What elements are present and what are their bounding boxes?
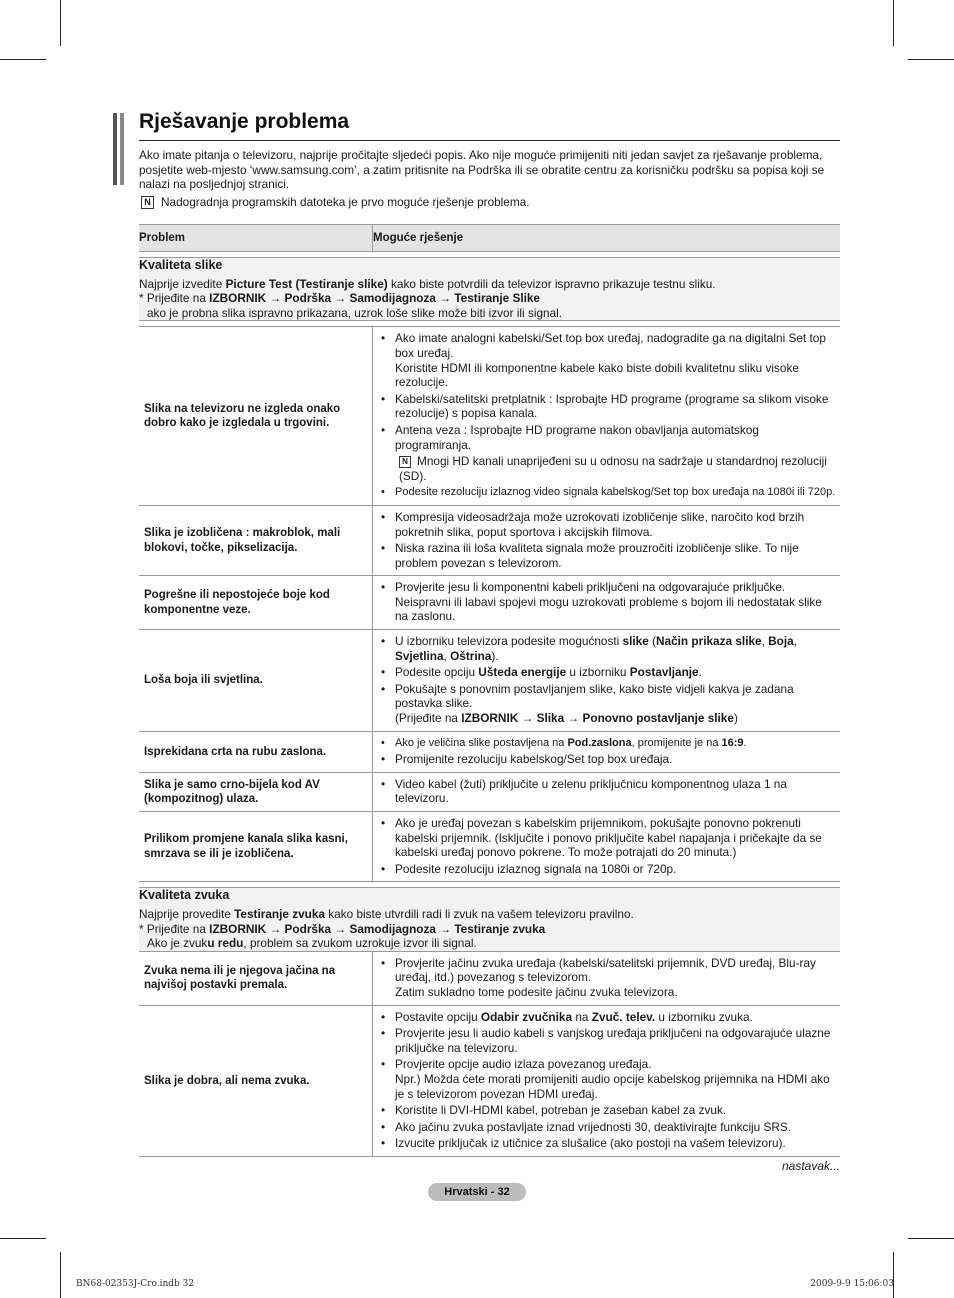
problem-cell: Slika je dobra, ali nema zvuka.: [139, 1005, 373, 1156]
troubleshooting-table: [139, 224, 840, 1157]
section-title: Kvaliteta zvuka: [139, 888, 230, 903]
crop-mark: [0, 59, 46, 60]
page-number-badge: Hrvatski - 32: [428, 1183, 526, 1201]
problem-cell: Zvuka nema ili je njegova jačina na najvišoj postavki premala.: [139, 951, 373, 1005]
solution-cell: • Ako je veličina slike postavljena na Pod.zaslona, promijenite je na 16:9. • Promijenite rezoluciju kabelskog/Set top box uređaja.: [373, 731, 841, 772]
crop-mark: [908, 59, 954, 60]
table-header: [139, 225, 840, 252]
problem-cell: Pogrešne ili nepostojeće boje kod komponentne veze.: [139, 576, 373, 630]
problem-cell: Slika na televizoru ne izgleda onako dobro kako je izgledala u trgovini.: [139, 327, 373, 506]
note: [139, 195, 839, 209]
page-title: Rješavanje problema: [139, 110, 350, 133]
file-info: BN68-02353J-Cro.indb 32: [76, 1279, 195, 1289]
note-icon: N: [399, 456, 411, 468]
table-row: [139, 327, 840, 506]
header-problem: Problem: [139, 225, 373, 252]
problem-cell: Slika je izobličena : makroblok, mali blokovi, točke, pikselizacija.: [139, 505, 373, 575]
table-row: [139, 951, 840, 1005]
crop-mark: [893, 1252, 894, 1298]
title-rule: [139, 140, 840, 141]
crop-mark: [893, 0, 894, 46]
table-row: [139, 505, 840, 575]
solution-cell: • Video kabel (žuti) priključite u zelenu priključnicu komponentnog ulaza 1 na televizoru.: [373, 772, 841, 811]
solution-cell: • Ako je uređaj povezan s kabelskim prijemnikom, pokušajte ponovno pokrenuti kabelski prijemnik. (Isključite i ponovo priključite kabel napajanja i pričekajte da se kabelski uređaj ponovo pokrene. To može potrajati do 20 minuta.) • Podesite rezoluciju izlaznog signala na 1080i or 720p.: [373, 812, 841, 882]
problem-cell: Isprekidana crta na rubu zaslona.: [139, 731, 373, 772]
note-icon: N: [141, 196, 154, 209]
solution-cell: • Postavite opciju Odabir zvučnika na Zvuč. telev. u izborniku zvuka. • Provjerite jesu li audio kabeli s vanjskog uređaja priključeni na odgovarajuće ulazne priključke na televizoru. • Provjerite opcije audio izlaza povezanog uređaja. Npr.) Možda ćete morati promijeniti audio opcije kabelskog prijemnika na HDMI ako je s televizorom povezan HDMI uređaj. • Koristite li DVI-HDMI kabel, potreban je zaseban kabel za zvuk. • Ako jačinu zvuka postavljate iznad vrijednosti 30, deaktivirajte funkciju SRS. • Izvucite priključak iz utičnice za slušalice (ako postoji na vašem televizoru).: [373, 1005, 841, 1156]
crop-mark: [60, 1252, 61, 1298]
solution-cell: • U izborniku televizora podesite mogućnosti slike (Način prikaza slike, Boja, Svjetlina, Oštrina). • Podesite opciju Ušteda energije u izborniku Postavljanje. • Pokušajte s ponovnim postavljanjem slike, kako biste vidjeli kakva je zadana postavka slike. (Prijeđite na IZBORNIK → Slika → Ponovno postavljanje slike): [373, 630, 841, 732]
crop-mark: [60, 0, 61, 46]
table-row: [139, 630, 840, 732]
crop-mark: [0, 1238, 46, 1239]
solution-cell: • Provjerite jačinu zvuka uređaja (kabelski/satelitski prijemnik, DVD uređaj, Blu-ray uređaj, itd.) povezanog s televizorom. Zatim sukladno tome podesite jačinu zvuka televizora.: [373, 951, 841, 1005]
table-row: [139, 812, 840, 882]
section-body: Najprije provedite Testiranje zvuka kako biste utvrdili radi li zvuk na vašem televizoru pravilno. * Prijeđite na IZBORNIK → Podrška → Samodijagnoza → Testiranje zvuka Ako je zvuku redu, problem sa zvukom uzrokuje izvor ili signal.: [139, 906, 634, 951]
table-row: [139, 1005, 840, 1156]
section-title: Kvaliteta slike: [139, 258, 223, 272]
section-sound: [139, 888, 840, 951]
table-row: [139, 576, 840, 630]
solution-cell: • Kompresija videosadržaja može uzrokovati izobličenje slike, naročito kod brzih pokretnih slika, poput sportova i akcijskih filmova. • Niska razina ili loša kvaliteta signala može prouzročiti izobličenje slike. To nije problem povezan s televizorom.: [373, 505, 841, 575]
solution-cell: • Ako imate analogni kabelski/Set top box uređaj, nadogradite ga na digitalni Set top box uređaj. Koristite HDMI ili komponentne kabele kako biste dobili kvalitetnu sliku visoke rezolucije. • Kabelski/satelitski pretplatnik : Isprobajte HD programe (programe sa slikom visoke rezolucije) s popisa kanala. • Antena veza : Isprobajte HD programe nakon obavljanja automatskog programiranja. N Mnogi HD kanali unaprijeđeni su u odnosu na sadržaje u standardnoj rezoluciji (SD). • Podesite rezoluciju izlaznog video signala kabelskog/Set top box uređaja na 1080i ili 720p.: [373, 327, 841, 506]
table-row: [139, 731, 840, 772]
table-row: [139, 772, 840, 811]
print-date: 2009-9-9 15:06:03: [810, 1279, 894, 1289]
solution-cell: • Provjerite jesu li komponentni kabeli priključeni na odgovarajuće priključke. Neispravni ili labavi spojevi mogu uzrokovati probleme s bojom ili nedostatak slike na zaslonu.: [373, 576, 841, 630]
section-body: Najprije izvedite Picture Test (Testiranje slike) kako biste potvrdili da televizor ispravno prikazuje testnu sliku. * Prijeđite na IZBORNIK → Podrška → Samodijagnoza → Testiranje Slike ako je probna slika ispravno prikazana, uzrok loše slike može biti izvor ili signal.: [139, 276, 716, 320]
section-picture: [139, 258, 840, 321]
note-text: Nadogradnja programskih datoteka je prvo moguće rješenje problema.: [161, 195, 530, 209]
continued-label: nastavak...: [781, 1159, 840, 1173]
problem-cell: Slika je samo crno-bijela kod AV (kompozitnog) ulaza.: [139, 772, 373, 811]
problem-cell: Prilikom promjene kanala slika kasni, smrzava se ili je izobličena.: [139, 812, 373, 882]
title-bar-decoration: [113, 113, 117, 185]
crop-mark: [908, 1238, 954, 1239]
intro-text: Ako imate pitanja o televizoru, najprije pročitajte sljedeći popis. Ako nije moguće primijeniti niti jedan savjet za rješavanje problema, posjetite web-mjesto ‘www.samsung.com’, a zatim pritisnite na Podrška ili se obratite centru za korisničku podršku sa popisa koji se nalazi na posljednjoj stranici.: [139, 148, 825, 191]
title-bar-decoration: [120, 113, 124, 185]
header-solution: Moguće rješenje: [373, 225, 841, 252]
problem-cell: Loša boja ili svjetlina.: [139, 630, 373, 732]
